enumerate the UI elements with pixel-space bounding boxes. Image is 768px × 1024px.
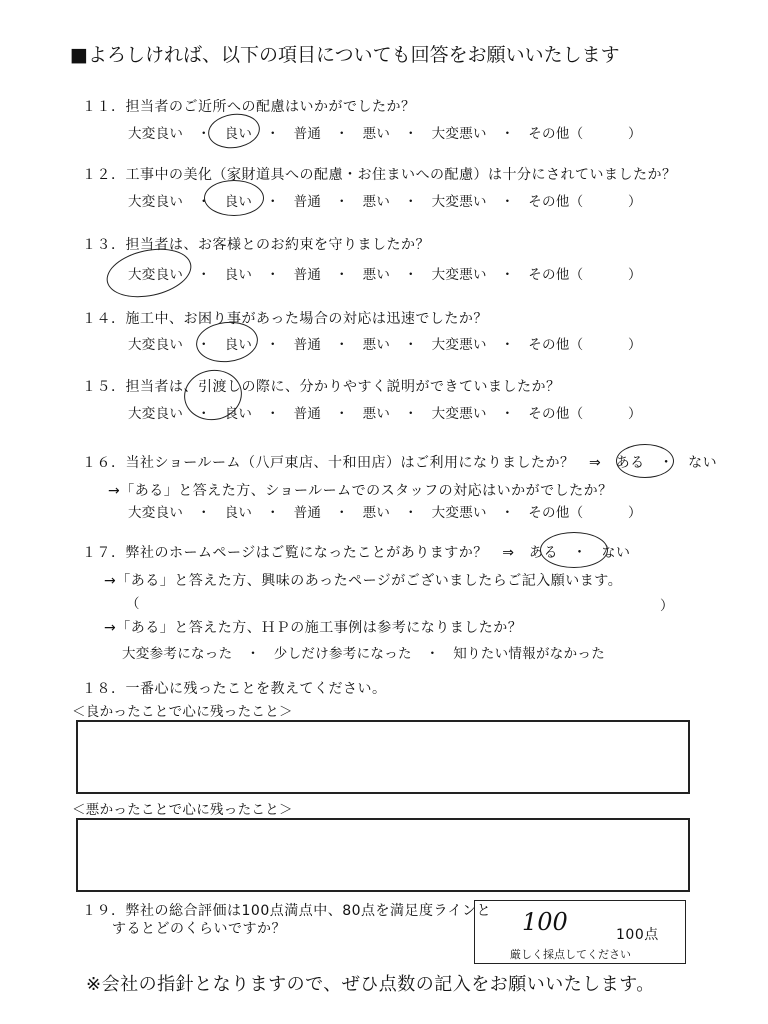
q16-options: 大変良い ・ 良い ・ 普通 ・ 悪い ・ 大変悪い ・ その他（ (128, 505, 584, 521)
q14-options-close: ） (628, 337, 642, 353)
q16-options-close: ） (628, 505, 642, 521)
footer-note: ※会社の指針となりますので、ぜひ点数の記入をお願いいたします。 (86, 974, 655, 995)
q17-answer-circle (540, 532, 608, 568)
q14-options: 大変良い ・ 良い ・ 普通 ・ 悪い ・ 大変悪い ・ その他（ (128, 337, 584, 353)
q19-handwritten-score: 100 (522, 908, 568, 936)
page-header: ■よろしければ、以下の項目についても回答をお願いいたします (70, 44, 620, 66)
q17-options: 大変参考になった ・ 少しだけ参考になった ・ 知りたい情報がなかった (122, 646, 605, 662)
q17-open-paren: （ (126, 596, 140, 612)
question-19-line-2: するとどのくらいですか？ (112, 921, 286, 937)
q13-options: 大変良い ・ 良い ・ 普通 ・ 悪い ・ 大変悪い ・ その他（ (128, 267, 584, 283)
q17-followup-2: →「ある」と答えた方、ＨＰの施工事例は参考になりましたか？ (104, 620, 523, 636)
q15-options: 大変良い ・ 良い ・ 普通 ・ 悪い ・ 大変悪い ・ その他（ (128, 406, 584, 422)
q18-bad-answer-box[interactable] (76, 818, 690, 892)
q11-answer-circle (206, 111, 262, 152)
q16-answer-circle (616, 444, 674, 478)
q18-bad-label: ＜悪かったことで心に残ったこと＞ (72, 802, 293, 818)
question-16: １６．当社ショールーム（八戸東店、十和田店）はご利用になりましたか？ ⇒ ある ・ ない (82, 455, 718, 471)
q17-close-paren: ） (660, 598, 674, 614)
q18-good-answer-box[interactable] (76, 720, 690, 794)
q16-followup: →「ある」と答えた方、ショールームでのスタッフの対応はいかがでしたか？ (108, 483, 613, 499)
q12-options-close: ） (628, 194, 642, 210)
question-11: １１．担当者のご近所への配慮はいかがでしたか？ (82, 99, 416, 115)
q11-options-close: ） (628, 126, 642, 142)
question-17: １７．弊社のホームページはご覧になったことがありますか？ ⇒ ある ・ ない (82, 545, 631, 561)
question-19-line-1: １９．弊社の総合評価は100点満点中、80点を満足度ラインと (82, 903, 492, 919)
q19-note: 厳しく採点してください (510, 948, 631, 961)
q17-followup-1: →「ある」と答えた方、興味のあったページがございましたらご記入願います。 (104, 573, 623, 589)
q18-good-label: ＜良かったことで心に残ったこと＞ (72, 704, 293, 720)
q12-answer-circle (204, 180, 264, 216)
question-15: １５．担当者は、引渡しの際に、分かりやすく説明ができていましたか？ (82, 379, 561, 395)
q15-options-close: ） (628, 406, 642, 422)
q11-options: 大変良い ・ 良い ・ 普通 ・ 悪い ・ 大変悪い ・ その他（ (128, 126, 584, 142)
question-12: １２．工事中の美化（家財道具への配慮・お住まいへの配慮）は十分にされていましたか？ (82, 167, 677, 183)
q12-options: 大変良い ・ 良い ・ 普通 ・ 悪い ・ 大変悪い ・ その他（ (128, 194, 584, 210)
question-13: １３．担当者は、お客様とのお約束を守りましたか？ (82, 237, 430, 253)
question-14: １４．施工中、お困り事があった場合の対応は迅速でしたか？ (82, 311, 488, 327)
q19-points-label: 100点 (616, 927, 659, 943)
question-18: １８．一番心に残ったことを教えてください。 (82, 681, 387, 697)
q13-options-close: ） (628, 267, 642, 283)
